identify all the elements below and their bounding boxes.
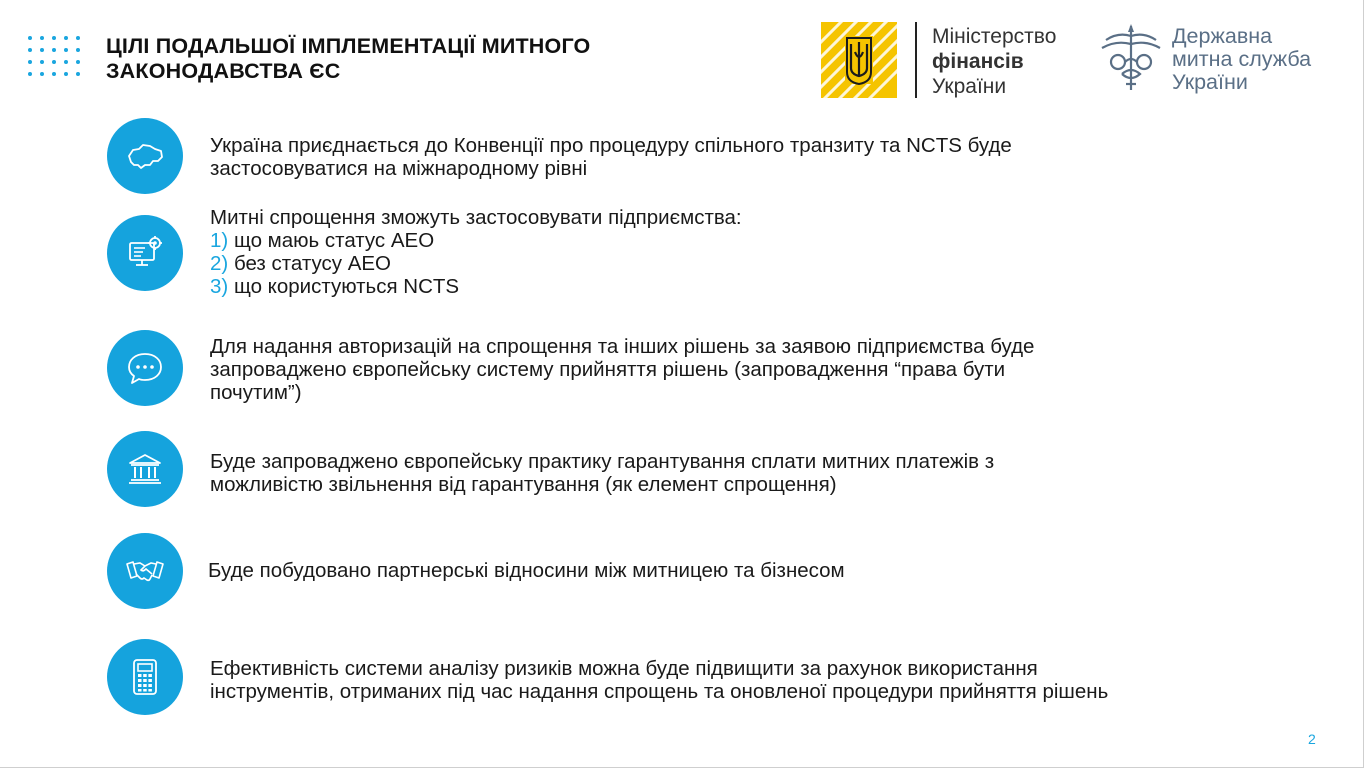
- mof-line-2: фінансів: [932, 50, 1024, 73]
- bank-building-icon: [107, 431, 183, 507]
- customs-service-emblem-icon: [1098, 22, 1164, 94]
- item-2-intro: Митні спрощення зможуть застосовувати підприємства:: [210, 206, 742, 229]
- item-1-line-2: застосовуватися на міжнародному рівні: [210, 157, 588, 180]
- item-2-list-2: [210, 252, 1300, 275]
- item-3-line-3: почутим”): [210, 381, 302, 404]
- customs-line-3: України: [1172, 70, 1248, 94]
- calculator-icon: [107, 639, 183, 715]
- list-text: без статусу АЕО: [233, 252, 391, 275]
- title-line-1: ЦІЛІ ПОДАЛЬШОЇ ІМПЛЕМЕНТАЦІЇ МИТНОГО: [106, 34, 591, 58]
- logo-divider: [915, 22, 917, 98]
- customs-line-2: митна служба: [1172, 47, 1312, 71]
- item-5-text: [208, 559, 1298, 582]
- item-4-line-1: Буде запроваджено європейську практику гарантування сплати митних платежів з: [210, 450, 995, 473]
- ministry-finance-logo: [821, 22, 897, 98]
- item-1-text: [210, 134, 1300, 180]
- mof-line-1: Міністерство: [932, 25, 1057, 48]
- handshake-icon: [107, 533, 183, 609]
- list-text: що користуються NCTS: [233, 275, 460, 298]
- list-number: 2): [210, 252, 229, 275]
- customs-line-1: Державна: [1172, 24, 1273, 48]
- mof-line-3: України: [932, 75, 1007, 98]
- list-text: що маюь статус АЕО: [233, 229, 435, 252]
- title-line-2: ЗАКОНОДАВСТВА ЄС: [106, 59, 341, 83]
- customs-service-name: [1172, 25, 1311, 94]
- item-4-line-2: можливістю звільнення від гарантування (як елемент спрощення): [210, 473, 837, 496]
- item-2-list-1: [210, 229, 1300, 252]
- page-number: 2: [1308, 731, 1316, 747]
- decorative-dots: [28, 36, 88, 88]
- list-number: 3): [210, 275, 229, 298]
- item-1-line-1: Україна приєднається до Конвенції про процедуру спільного транзиту та NCTS буде: [210, 134, 1012, 157]
- ukraine-map-icon: [107, 118, 183, 194]
- item-5-line-1: Буде побудовано партнерські відносини між митницею та бізнесом: [208, 559, 845, 582]
- item-3-line-1: Для надання авторизацій на спрощення та інших рішень за заявою підприємства буде: [210, 335, 1035, 358]
- computer-settings-icon: [107, 215, 183, 291]
- slide-title: [106, 34, 746, 84]
- item-3-text: [210, 335, 1300, 404]
- item-4-text: [210, 450, 1300, 496]
- trident-emblem-icon: [821, 22, 897, 98]
- chat-bubble-icon: [107, 330, 183, 406]
- item-2-text: [210, 206, 1300, 298]
- item-6-line-2: інструментів, отриманих під час надання спрощень та оновленої процедури прийняття рішень: [210, 680, 1109, 703]
- item-6-line-1: Ефективність системи аналізу ризиків можна буде підвищити за рахунок використання: [210, 657, 1038, 680]
- item-6-text: [210, 657, 1300, 703]
- item-2-list-3: [210, 275, 1300, 298]
- list-number: 1): [210, 229, 229, 252]
- item-3-line-2: запроваджено європейську систему прийняття рішень (запровадження “права бути: [210, 358, 1006, 381]
- ministry-finance-name: [932, 24, 1056, 99]
